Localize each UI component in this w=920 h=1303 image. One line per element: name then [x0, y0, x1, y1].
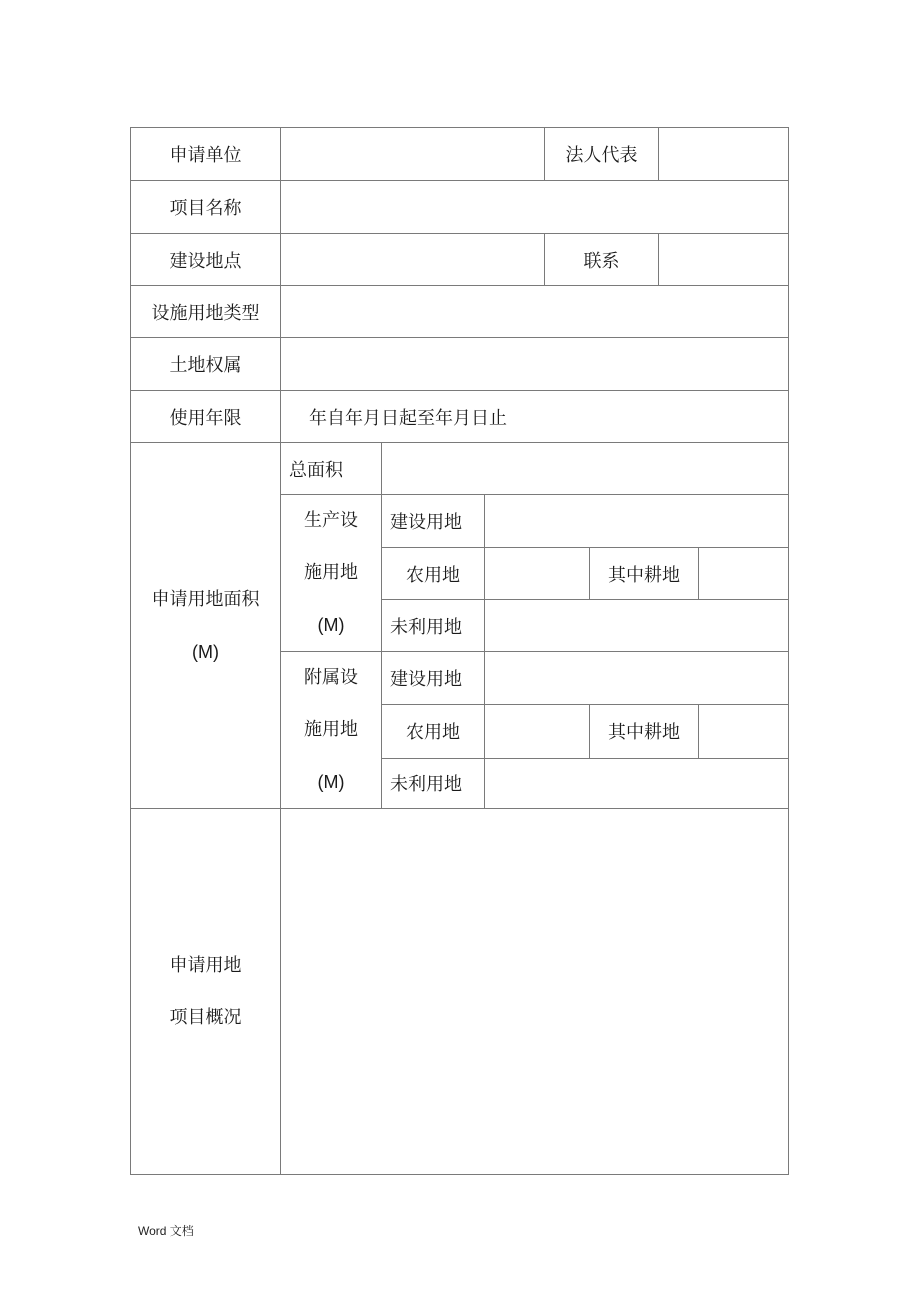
- ancillary-construction-label: 建设用地: [382, 652, 485, 705]
- ancillary-arable-value-cell[interactable]: [699, 705, 789, 758]
- ancillary-construction-value-cell[interactable]: [485, 652, 789, 705]
- production-farmland-label: 农用地: [382, 548, 485, 600]
- ancillary-arable-label: 其中耕地: [590, 705, 699, 758]
- row-land-ownership: [131, 338, 789, 391]
- ancillary-line1: 附属设: [304, 667, 358, 688]
- ancillary-unit: (M): [317, 772, 345, 792]
- land-ownership-label: 土地权属: [131, 338, 281, 391]
- applicant-label: 申请单位: [131, 128, 281, 181]
- project-overview-line2: 项目概况: [169, 1006, 242, 1028]
- row-facility-type: [131, 286, 789, 338]
- land-ownership-value-cell[interactable]: [281, 338, 789, 391]
- project-name-value-cell[interactable]: [281, 181, 789, 234]
- production-arable-label: 其中耕地: [590, 548, 699, 600]
- contact-value-cell[interactable]: [659, 234, 789, 286]
- production-line2: 施用地: [304, 562, 358, 583]
- location-value-cell[interactable]: [281, 234, 545, 286]
- ancillary-unused-label: 未利用地: [382, 758, 485, 808]
- production-unused-label: 未利用地: [382, 600, 485, 652]
- production-construction-value-cell[interactable]: [485, 495, 789, 548]
- area-section-label: 申请用地面积: [151, 588, 260, 610]
- project-overview-value-cell[interactable]: [281, 809, 789, 1175]
- contact-label: 联系: [545, 234, 659, 286]
- production-arable-value-cell[interactable]: [699, 548, 789, 600]
- applicant-value-cell[interactable]: [281, 128, 545, 181]
- production-farmland-value-cell[interactable]: [485, 548, 590, 600]
- facility-type-value-cell[interactable]: [281, 286, 789, 338]
- ancillary-line2: 施用地: [304, 719, 358, 740]
- row-applicant: [131, 128, 789, 181]
- ancillary-farmland-value-cell[interactable]: [485, 705, 590, 758]
- ancillary-farmland-label: 农用地: [382, 705, 485, 758]
- legal-rep-label: 法人代表: [545, 128, 659, 181]
- location-label: 建设地点: [131, 234, 281, 286]
- ancillary-unused-value-cell[interactable]: [485, 758, 789, 808]
- production-unit: (M): [317, 615, 345, 635]
- application-form-table: [130, 127, 789, 1175]
- project-name-label: 项目名称: [131, 181, 281, 234]
- production-line1: 生产设: [304, 510, 358, 531]
- row-project-overview: [131, 809, 789, 1175]
- production-construction-label: 建设用地: [382, 495, 485, 548]
- total-area-value-cell[interactable]: [382, 443, 789, 495]
- usage-period-value[interactable]: 年自年月日起至年月日止: [281, 391, 789, 443]
- project-overview-line1: 申请用地: [169, 954, 242, 976]
- usage-period-label: 使用年限: [131, 391, 281, 443]
- row-location: [131, 234, 789, 286]
- row-usage-period: [131, 391, 789, 443]
- production-unused-value-cell[interactable]: [485, 600, 789, 652]
- ancillary-facility-label-cell: [281, 652, 382, 809]
- footer-text: Word 文档: [138, 1224, 194, 1238]
- facility-type-label: 设施用地类型: [131, 286, 281, 338]
- project-overview-label-cell: [131, 809, 281, 1175]
- total-area-label: 总面积: [281, 443, 382, 495]
- row-total-area: [131, 443, 789, 495]
- row-project-name: [131, 181, 789, 234]
- area-section-unit: (M): [192, 641, 219, 662]
- production-facility-label-cell: [281, 495, 382, 652]
- legal-rep-value-cell[interactable]: [659, 128, 789, 181]
- area-section-label-cell: [131, 443, 281, 809]
